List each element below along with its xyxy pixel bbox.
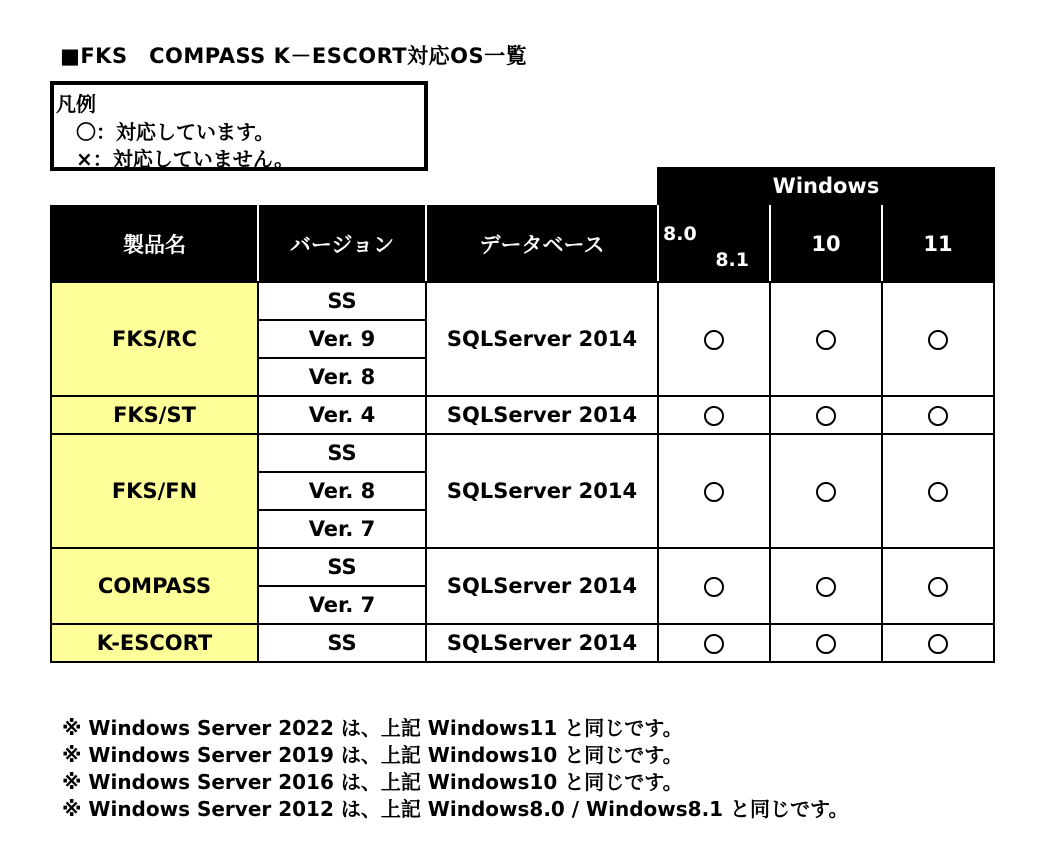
support-mark-win8 (658, 396, 770, 434)
database-cell: SQLServer 2014 (426, 548, 658, 624)
note-line: ※ Windows Server 2016 は、上記 Windows10 と同じです。 (62, 770, 683, 794)
product-cell: FKS/FN (51, 434, 258, 548)
table-row (51, 282, 994, 320)
windows-group-header: Windows (657, 167, 995, 205)
table-row (51, 548, 994, 586)
support-mark-win8 (658, 282, 770, 396)
circle-icon (704, 406, 724, 426)
support-mark-win11 (882, 396, 994, 434)
header-product: 製品名 (51, 206, 258, 282)
circle-icon (928, 577, 948, 597)
version-cell: SS (258, 434, 426, 472)
circle-icon (816, 406, 836, 426)
version-cell: SS (258, 624, 426, 662)
support-mark-win10 (770, 396, 882, 434)
header-win10: 10 (770, 206, 882, 282)
version-cell: SS (258, 548, 426, 586)
database-cell: SQLServer 2014 (426, 434, 658, 548)
support-mark-win10 (770, 434, 882, 548)
product-cell: COMPASS (51, 548, 258, 624)
note-line: ※ Windows Server 2012 は、上記 Windows8.0 / Windows8.1 と同じです。 (62, 797, 849, 821)
database-cell: SQLServer 2014 (426, 396, 658, 434)
circle-icon (816, 330, 836, 350)
circle-icon (928, 482, 948, 502)
version-cell: SS (258, 282, 426, 320)
notes (62, 715, 848, 823)
version-cell: Ver. 8 (258, 358, 426, 396)
support-mark-win11 (882, 548, 994, 624)
table-row (51, 624, 994, 662)
circle-icon (816, 634, 836, 654)
table-row (51, 396, 994, 434)
support-mark-win8 (658, 548, 770, 624)
circle-icon (928, 634, 948, 654)
header-version: バージョン (258, 206, 426, 282)
support-mark-win11 (882, 624, 994, 662)
database-cell: SQLServer 2014 (426, 282, 658, 396)
circle-icon (704, 634, 724, 654)
version-cell: Ver. 9 (258, 320, 426, 358)
os-support-table (50, 205, 995, 663)
legend-box (50, 81, 428, 171)
support-mark-win11 (882, 434, 994, 548)
support-mark-win8 (658, 434, 770, 548)
product-cell: FKS/RC (51, 282, 258, 396)
database-cell: SQLServer 2014 (426, 624, 658, 662)
legend-heading: 凡例 (56, 92, 96, 116)
support-mark-win11 (882, 282, 994, 396)
note-line: ※ Windows Server 2022 は、上記 Windows11 と同じです。 (62, 716, 683, 740)
circle-icon (928, 330, 948, 350)
header-database: データベース (426, 206, 658, 282)
product-cell: FKS/ST (51, 396, 258, 434)
version-cell: Ver. 7 (258, 510, 426, 548)
version-cell: Ver. 7 (258, 586, 426, 624)
header-win11: 11 (882, 206, 994, 282)
page-title: ■FKS COMPASS K－ESCORT対応OS一覧 (60, 44, 528, 68)
circle-icon (816, 482, 836, 502)
support-mark-win10 (770, 624, 882, 662)
legend-supported: 〇：対応しています。 (76, 120, 275, 144)
circle-icon (816, 577, 836, 597)
support-mark-win10 (770, 548, 882, 624)
header-win80: 8.0 (663, 223, 697, 245)
support-mark-win8 (658, 624, 770, 662)
version-cell: Ver. 8 (258, 472, 426, 510)
circle-icon (704, 577, 724, 597)
header-win81: 8.1 (715, 249, 749, 271)
circle-icon (928, 406, 948, 426)
product-cell: K-ESCORT (51, 624, 258, 662)
support-mark-win10 (770, 282, 882, 396)
header-win8 (658, 206, 770, 282)
circle-icon (704, 330, 724, 350)
note-line: ※ Windows Server 2019 は、上記 Windows10 と同じです。 (62, 743, 683, 767)
legend-not-supported: ×：対応していません。 (76, 147, 294, 171)
table-row (51, 434, 994, 472)
version-cell: Ver. 4 (258, 396, 426, 434)
circle-icon (704, 482, 724, 502)
